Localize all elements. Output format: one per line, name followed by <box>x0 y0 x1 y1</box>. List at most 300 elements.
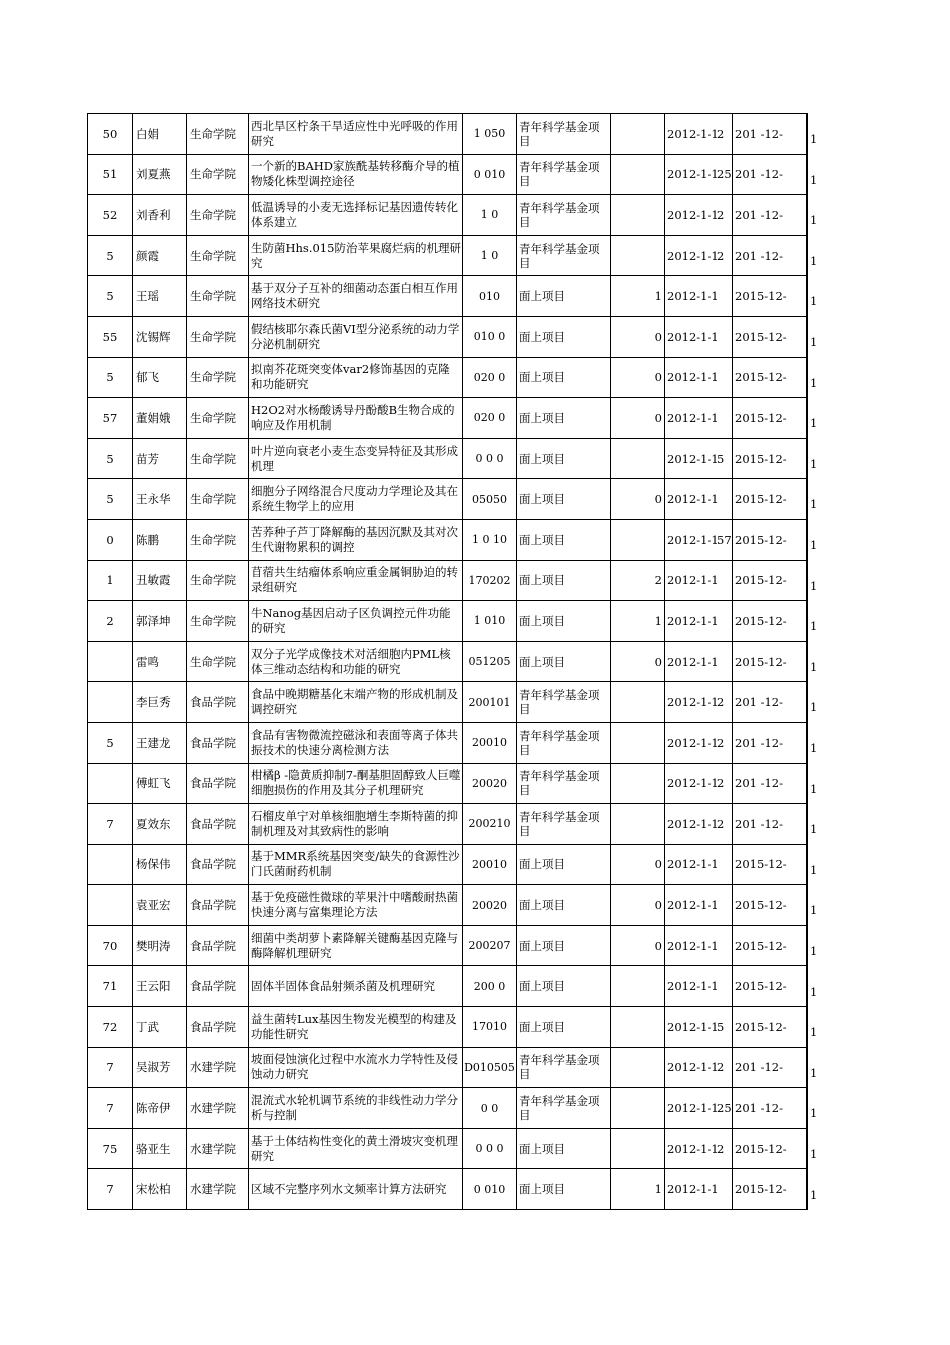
department-cell: 生命学院 <box>187 316 249 357</box>
project-title-cell: 益生菌转Lux基因生物发光模型的构建及功能性研究 <box>249 1007 463 1048</box>
project-title-cell: H2O2对水杨酸诱导丹酚酸B生物合成的响应及作用机制 <box>249 398 463 439</box>
applicant-name-cell: 丁武 <box>133 1007 187 1048</box>
table-row <box>88 641 807 682</box>
funding-amount-cell: 0 <box>611 844 665 885</box>
end-date-cell: 201 -12- <box>733 804 807 845</box>
project-type-cell: 面上项目 <box>517 601 611 642</box>
start-date-cell: 2012-1-1 <box>665 479 733 520</box>
row-number-cell: 57 <box>88 398 133 439</box>
start-date-cell: 2012-1-1 <box>665 195 733 236</box>
clipped-cell: 1 <box>810 1187 818 1202</box>
table-row <box>88 1088 807 1129</box>
discipline-code-cell: 020 0 <box>463 357 517 398</box>
applicant-name-cell: 骆亚生 <box>133 1128 187 1169</box>
start-date-cell: 2012-1-1 <box>665 519 733 560</box>
start-date-cell: 2012-1-1 <box>665 560 733 601</box>
start-date-cell: 2012-1-1 <box>665 114 733 155</box>
table-row <box>88 560 807 601</box>
row-number-cell: 5 <box>88 722 133 763</box>
project-type-cell: 青年科学基金项目 <box>517 804 611 845</box>
row-number-cell: 5 <box>88 357 133 398</box>
project-title-cell: 基于MMR系统基因突变/缺失的食源性沙门氏菌耐药机制 <box>249 844 463 885</box>
table-row <box>88 1007 807 1048</box>
funding-amount-cell: 2 <box>611 1128 665 1169</box>
project-title-cell: 柑橘β -隐黄质抑制7-酮基胆固醇致人巨噬细胞损伤的作用及其分子机理研究 <box>249 763 463 804</box>
project-type-cell: 面上项目 <box>517 438 611 479</box>
end-date-cell: 201 -12- <box>733 1088 807 1129</box>
end-date-cell: 2015-12- <box>733 519 807 560</box>
applicant-name-cell: 王云阳 <box>133 966 187 1007</box>
end-date-cell: 201 -12- <box>733 722 807 763</box>
row-number-cell: 5 <box>88 438 133 479</box>
project-title-cell: 基于土体结构性变化的黄土滑坡灾变机理研究 <box>249 1128 463 1169</box>
funding-amount-cell: 2 <box>611 195 665 236</box>
spreadsheet-page <box>87 113 818 1210</box>
discipline-code-cell: 05050 <box>463 479 517 520</box>
discipline-code-cell: 17010 <box>463 1007 517 1048</box>
clipped-cell: 1 <box>810 984 818 999</box>
discipline-code-cell: 1 0 <box>463 195 517 236</box>
funding-amount-cell: 0 <box>611 316 665 357</box>
discipline-code-cell: 200 0 <box>463 966 517 1007</box>
applicant-name-cell: 宋松柏 <box>133 1169 187 1210</box>
table-row <box>88 154 807 195</box>
project-type-cell: 面上项目 <box>517 966 611 1007</box>
row-number-cell: 7 <box>88 804 133 845</box>
department-cell: 生命学院 <box>187 479 249 520</box>
clipped-cell: 1 <box>810 253 818 268</box>
funding-amount-cell: 2 <box>611 804 665 845</box>
row-number-cell: 75 <box>88 1128 133 1169</box>
clipped-cell: 1 <box>810 538 818 552</box>
project-type-cell: 青年科学基金项目 <box>517 114 611 155</box>
department-cell: 生命学院 <box>187 438 249 479</box>
funding-amount-cell: 0 <box>611 398 665 439</box>
project-title-cell: 细胞分子网络混合尺度动力学理论及其在系统生物学上的应用 <box>249 479 463 520</box>
applicant-name-cell: 颜霞 <box>133 235 187 276</box>
project-type-cell: 面上项目 <box>517 519 611 560</box>
start-date-cell: 2012-1-1 <box>665 276 733 317</box>
end-date-cell: 2015-12- <box>733 1007 807 1048</box>
end-date-cell: 2015-12- <box>733 276 807 317</box>
project-type-cell: 面上项目 <box>517 276 611 317</box>
applicant-name-cell: 雷鸣 <box>133 641 187 682</box>
start-date-cell: 2012-1-1 <box>665 235 733 276</box>
row-number-cell: 55 <box>88 316 133 357</box>
department-cell: 生命学院 <box>187 601 249 642</box>
discipline-code-cell: 1 050 <box>463 114 517 155</box>
department-cell: 生命学院 <box>187 560 249 601</box>
row-number-cell <box>88 885 133 926</box>
end-date-cell: 2015-12- <box>733 398 807 439</box>
end-date-cell: 2015-12- <box>733 438 807 479</box>
row-number-cell: 51 <box>88 154 133 195</box>
table-row <box>88 316 807 357</box>
project-title-cell: 假结核耶尔森氏菌VI型分泌系统的动力学分泌机制研究 <box>249 316 463 357</box>
table-row <box>88 235 807 276</box>
table-row <box>88 601 807 642</box>
end-date-cell: 2015-12- <box>733 844 807 885</box>
table-row <box>88 804 807 845</box>
department-cell: 水建学院 <box>187 1047 249 1088</box>
row-number-cell: 2 <box>88 601 133 642</box>
table-row <box>88 966 807 1007</box>
start-date-cell: 2012-1-1 <box>665 966 733 1007</box>
department-cell: 食品学院 <box>187 966 249 1007</box>
applicant-name-cell: 郭泽坤 <box>133 601 187 642</box>
project-title-cell: 坡面侵蚀演化过程中水流水力学特性及侵蚀动力研究 <box>249 1047 463 1088</box>
funding-amount-cell: 2 <box>611 722 665 763</box>
start-date-cell: 2012-1-1 <box>665 1088 733 1129</box>
row-number-cell: 7 <box>88 1047 133 1088</box>
discipline-code-cell: 0 010 <box>463 1169 517 1210</box>
clipped-cell: 1 <box>810 416 818 431</box>
funding-amount-cell: 2 <box>611 560 665 601</box>
clipped-cell: 1 <box>810 294 818 309</box>
end-date-cell: 2015-12- <box>733 925 807 966</box>
discipline-code-cell: 170202 <box>463 560 517 601</box>
project-type-cell: 面上项目 <box>517 398 611 439</box>
project-title-cell: 基于双分子互补的细菌动态蛋白相互作用网络技术研究 <box>249 276 463 317</box>
clipped-cell: 1 <box>810 213 818 228</box>
table-row <box>88 925 807 966</box>
funding-amount-cell: 2 <box>611 235 665 276</box>
project-title-cell: 牛Nanog基因启动子区负调控元件功能的研究 <box>249 601 463 642</box>
row-number-cell: 71 <box>88 966 133 1007</box>
applicant-name-cell: 陈鹏 <box>133 519 187 560</box>
end-date-cell: 2015-12- <box>733 641 807 682</box>
start-date-cell: 2012-1-1 <box>665 844 733 885</box>
table-row <box>88 763 807 804</box>
applicant-name-cell: 樊明涛 <box>133 925 187 966</box>
discipline-code-cell: 010 0 <box>463 316 517 357</box>
applicant-name-cell: 王瑶 <box>133 276 187 317</box>
start-date-cell: 2012-1-1 <box>665 316 733 357</box>
project-type-cell: 青年科学基金项目 <box>517 763 611 804</box>
project-title-cell: 叶片逆向衰老小麦生态变异特征及其形成机理 <box>249 438 463 479</box>
applicant-name-cell: 苗芳 <box>133 438 187 479</box>
applicant-name-cell: 王永华 <box>133 479 187 520</box>
project-type-cell: 面上项目 <box>517 357 611 398</box>
start-date-cell: 2012-1-1 <box>665 398 733 439</box>
funding-amount-cell: 2 <box>611 114 665 155</box>
project-title-cell: 食品中晚期糖基化末端产物的形成机制及调控研究 <box>249 682 463 723</box>
end-date-cell: 2015-12- <box>733 560 807 601</box>
table-row <box>88 1128 807 1169</box>
end-date-cell: 2015-12- <box>733 1169 807 1210</box>
department-cell: 生命学院 <box>187 357 249 398</box>
funding-amount-cell: 1 <box>611 276 665 317</box>
project-title-cell: 细菌中类胡萝卜素降解关键酶基因克隆与酶降解机理研究 <box>249 925 463 966</box>
clipped-cell: 1 <box>810 822 818 837</box>
row-number-cell <box>88 641 133 682</box>
project-type-cell: 青年科学基金项目 <box>517 235 611 276</box>
department-cell: 水建学院 <box>187 1088 249 1129</box>
discipline-code-cell: 20010 <box>463 844 517 885</box>
project-title-cell: 固体半固体食品射频杀菌及机理研究 <box>249 966 463 1007</box>
project-type-cell: 青年科学基金项目 <box>517 1047 611 1088</box>
clipped-cell: 1 <box>810 781 818 796</box>
applicant-name-cell: 白娟 <box>133 114 187 155</box>
start-date-cell: 2012-1-1 <box>665 925 733 966</box>
end-date-cell: 2015-12- <box>733 479 807 520</box>
funding-amount-cell <box>611 966 665 1007</box>
department-cell: 食品学院 <box>187 844 249 885</box>
project-title-cell: 混流式水轮机调节系统的非线性动力学分析与控制 <box>249 1088 463 1129</box>
table-row <box>88 1169 807 1210</box>
start-date-cell: 2012-1-1 <box>665 885 733 926</box>
start-date-cell: 2012-1-1 <box>665 601 733 642</box>
project-type-cell: 面上项目 <box>517 316 611 357</box>
row-number-cell: 72 <box>88 1007 133 1048</box>
discipline-code-cell: 200101 <box>463 682 517 723</box>
applicant-name-cell: 丑敏霞 <box>133 560 187 601</box>
project-type-cell: 面上项目 <box>517 1128 611 1169</box>
clipped-cell: 1 <box>810 741 818 755</box>
end-date-cell: 2015-12- <box>733 316 807 357</box>
end-date-cell: 201 -12- <box>733 1047 807 1088</box>
row-number-cell: 5 <box>88 276 133 317</box>
clipped-cell: 1 <box>810 375 818 390</box>
project-type-cell: 面上项目 <box>517 560 611 601</box>
project-type-cell: 青年科学基金项目 <box>517 682 611 723</box>
end-date-cell: 2015-12- <box>733 885 807 926</box>
table-row <box>88 722 807 763</box>
clipped-cell: 1 <box>810 700 818 715</box>
project-title-cell: 双分子光学成像技术对活细胞内PML核体三维动态结构和功能的研究 <box>249 641 463 682</box>
project-type-cell: 面上项目 <box>517 641 611 682</box>
row-number-cell: 50 <box>88 114 133 155</box>
clipped-cell: 1 <box>810 1147 818 1161</box>
project-type-cell: 青年科学基金项目 <box>517 722 611 763</box>
discipline-code-cell: 1 0 10 <box>463 519 517 560</box>
table-row <box>88 438 807 479</box>
project-type-cell: 面上项目 <box>517 1169 611 1210</box>
project-title-cell: 石榴皮单宁对单核细胞增生李斯特菌的抑制机理及对其致病性的影响 <box>249 804 463 845</box>
start-date-cell: 2012-1-1 <box>665 1047 733 1088</box>
project-type-cell: 青年科学基金项目 <box>517 1088 611 1129</box>
project-title-cell: 生防菌Hhs.015防治苹果腐烂病的机理研究 <box>249 235 463 276</box>
clipped-cell: 1 <box>810 1106 818 1121</box>
department-cell: 生命学院 <box>187 154 249 195</box>
start-date-cell: 2012-1-1 <box>665 438 733 479</box>
clipped-cell: 1 <box>810 619 818 634</box>
discipline-code-cell: 0 0 0 <box>463 1128 517 1169</box>
department-cell: 生命学院 <box>187 114 249 155</box>
funding-amount-cell: 0 <box>611 479 665 520</box>
funding-amount-cell: 0 <box>611 925 665 966</box>
row-number-cell: 52 <box>88 195 133 236</box>
row-number-cell <box>88 763 133 804</box>
funding-amount-cell: 25 <box>611 1088 665 1129</box>
clipped-cell: 1 <box>810 172 818 187</box>
project-title-cell: 苜蓿共生结瘤体系响应重金属铜胁迫的转录组研究 <box>249 560 463 601</box>
table-row <box>88 682 807 723</box>
row-number-cell: 7 <box>88 1169 133 1210</box>
clipped-cell: 1 <box>810 1065 818 1080</box>
discipline-code-cell: 1 010 <box>463 601 517 642</box>
discipline-code-cell: D010505 <box>463 1047 517 1088</box>
project-type-cell: 面上项目 <box>517 479 611 520</box>
funding-amount-cell: 0 <box>611 357 665 398</box>
table-body <box>88 114 807 1210</box>
discipline-code-cell: 20020 <box>463 763 517 804</box>
applicant-name-cell: 杨保伟 <box>133 844 187 885</box>
row-number-cell: 70 <box>88 925 133 966</box>
table-row <box>88 885 807 926</box>
funding-amount-cell: 57 <box>611 519 665 560</box>
clipped-cell: 1 <box>810 578 818 593</box>
applicant-name-cell: 王建龙 <box>133 722 187 763</box>
department-cell: 生命学院 <box>187 519 249 560</box>
project-title-cell: 区域不完整序列水文频率计算方法研究 <box>249 1169 463 1210</box>
table-row <box>88 1047 807 1088</box>
project-title-cell: 苦荞种子芦丁降解酶的基因沉默及其对次生代谢物累积的调控 <box>249 519 463 560</box>
row-number-cell: 0 <box>88 519 133 560</box>
funding-amount-cell: 5 <box>611 1007 665 1048</box>
department-cell: 水建学院 <box>187 1128 249 1169</box>
applicant-name-cell: 袁亚宏 <box>133 885 187 926</box>
discipline-code-cell: 20010 <box>463 722 517 763</box>
applicant-name-cell: 傅虹飞 <box>133 763 187 804</box>
table-row <box>88 276 807 317</box>
department-cell: 食品学院 <box>187 1007 249 1048</box>
funding-amount-cell: 2 <box>611 763 665 804</box>
project-type-cell: 面上项目 <box>517 844 611 885</box>
table-row <box>88 844 807 885</box>
start-date-cell: 2012-1-1 <box>665 641 733 682</box>
project-type-cell: 面上项目 <box>517 925 611 966</box>
funding-amount-cell: 5 <box>611 438 665 479</box>
row-number-cell <box>88 682 133 723</box>
project-type-cell: 青年科学基金项目 <box>517 154 611 195</box>
end-date-cell: 2015-12- <box>733 966 807 1007</box>
start-date-cell: 2012-1-1 <box>665 1128 733 1169</box>
start-date-cell: 2012-1-1 <box>665 804 733 845</box>
end-date-cell: 201 -12- <box>733 195 807 236</box>
clipped-cell: 1 <box>810 862 818 877</box>
department-cell: 生命学院 <box>187 195 249 236</box>
department-cell: 食品学院 <box>187 722 249 763</box>
discipline-code-cell: 20020 <box>463 885 517 926</box>
applicant-name-cell: 董娟娥 <box>133 398 187 439</box>
funding-amount-cell: 0 <box>611 641 665 682</box>
department-cell: 生命学院 <box>187 398 249 439</box>
start-date-cell: 2012-1-1 <box>665 763 733 804</box>
clipped-cell: 1 <box>810 1025 818 1040</box>
applicant-name-cell: 陈帝伊 <box>133 1088 187 1129</box>
applicant-name-cell: 吴淑芳 <box>133 1047 187 1088</box>
row-number-cell <box>88 844 133 885</box>
start-date-cell: 2012-1-1 <box>665 1007 733 1048</box>
applicant-name-cell: 沈锡辉 <box>133 316 187 357</box>
project-type-cell: 青年科学基金项目 <box>517 195 611 236</box>
row-number-cell: 5 <box>88 479 133 520</box>
end-date-cell: 2015-12- <box>733 357 807 398</box>
funding-amount-cell: 1 <box>611 1169 665 1210</box>
project-title-cell: 低温诱导的小麦无选择标记基因遗传转化体系建立 <box>249 195 463 236</box>
funding-amount-cell: 2 <box>611 1047 665 1088</box>
end-date-cell: 201 -12- <box>733 682 807 723</box>
end-date-cell: 201 -12- <box>733 763 807 804</box>
row-number-cell: 5 <box>88 235 133 276</box>
clipped-cell: 1 <box>810 335 818 349</box>
department-cell: 食品学院 <box>187 804 249 845</box>
applicant-name-cell: 刘夏燕 <box>133 154 187 195</box>
start-date-cell: 2012-1-1 <box>665 682 733 723</box>
start-date-cell: 2012-1-1 <box>665 722 733 763</box>
clipped-cell: 1 <box>810 944 818 958</box>
discipline-code-cell: 0 010 <box>463 154 517 195</box>
row-number-cell: 1 <box>88 560 133 601</box>
department-cell: 食品学院 <box>187 763 249 804</box>
project-type-cell: 面上项目 <box>517 1007 611 1048</box>
row-number-cell: 7 <box>88 1088 133 1129</box>
clipped-cell: 1 <box>810 903 818 918</box>
discipline-code-cell: 010 <box>463 276 517 317</box>
clipped-cell: 1 <box>810 497 818 512</box>
project-title-cell: 拟南芥花斑突变体var2修饰基因的克隆和功能研究 <box>249 357 463 398</box>
discipline-code-cell: 051205 <box>463 641 517 682</box>
project-table <box>87 113 808 1210</box>
start-date-cell: 2012-1-1 <box>665 357 733 398</box>
project-type-cell: 面上项目 <box>517 885 611 926</box>
funding-amount-cell: 2 <box>611 682 665 723</box>
department-cell: 食品学院 <box>187 925 249 966</box>
project-title-cell: 基于免疫磁性微球的苹果汁中嗜酸耐热菌快速分离与富集理论方法 <box>249 885 463 926</box>
department-cell: 食品学院 <box>187 885 249 926</box>
department-cell: 食品学院 <box>187 682 249 723</box>
discipline-code-cell: 0 0 <box>463 1088 517 1129</box>
applicant-name-cell: 李巨秀 <box>133 682 187 723</box>
applicant-name-cell: 郁飞 <box>133 357 187 398</box>
department-cell: 生命学院 <box>187 641 249 682</box>
end-date-cell: 201 -12- <box>733 154 807 195</box>
clipped-cell: 1 <box>810 132 818 146</box>
start-date-cell: 2012-1-1 <box>665 154 733 195</box>
discipline-code-cell: 020 0 <box>463 398 517 439</box>
clipped-cell: 1 <box>810 659 818 674</box>
table-row <box>88 195 807 236</box>
discipline-code-cell: 200210 <box>463 804 517 845</box>
table-row <box>88 519 807 560</box>
discipline-code-cell: 0 0 0 <box>463 438 517 479</box>
table-row <box>88 114 807 155</box>
applicant-name-cell: 夏效东 <box>133 804 187 845</box>
applicant-name-cell: 刘香利 <box>133 195 187 236</box>
start-date-cell: 2012-1-1 <box>665 1169 733 1210</box>
end-date-cell: 201 -12- <box>733 235 807 276</box>
project-title-cell: 西北旱区柠条干旱适应性中光呼吸的作用研究 <box>249 114 463 155</box>
end-date-cell: 2015-12- <box>733 601 807 642</box>
table-row <box>88 398 807 439</box>
table-row <box>88 479 807 520</box>
department-cell: 生命学院 <box>187 276 249 317</box>
project-title-cell: 一个新的BAHD家族酰基转移酶介导的植物矮化株型调控途径 <box>249 154 463 195</box>
funding-amount-cell: 0 <box>611 885 665 926</box>
end-date-cell: 2015-12- <box>733 1128 807 1169</box>
end-date-cell: 201 -12- <box>733 114 807 155</box>
department-cell: 水建学院 <box>187 1169 249 1210</box>
table-row <box>88 357 807 398</box>
funding-amount-cell: 25 <box>611 154 665 195</box>
discipline-code-cell: 200207 <box>463 925 517 966</box>
funding-amount-cell: 1 <box>611 601 665 642</box>
department-cell: 生命学院 <box>187 235 249 276</box>
project-title-cell: 食品有害物微流控磁泳和表面等离子体共振技术的快速分离检测方法 <box>249 722 463 763</box>
clipped-cell: 1 <box>810 456 818 471</box>
discipline-code-cell: 1 0 <box>463 235 517 276</box>
